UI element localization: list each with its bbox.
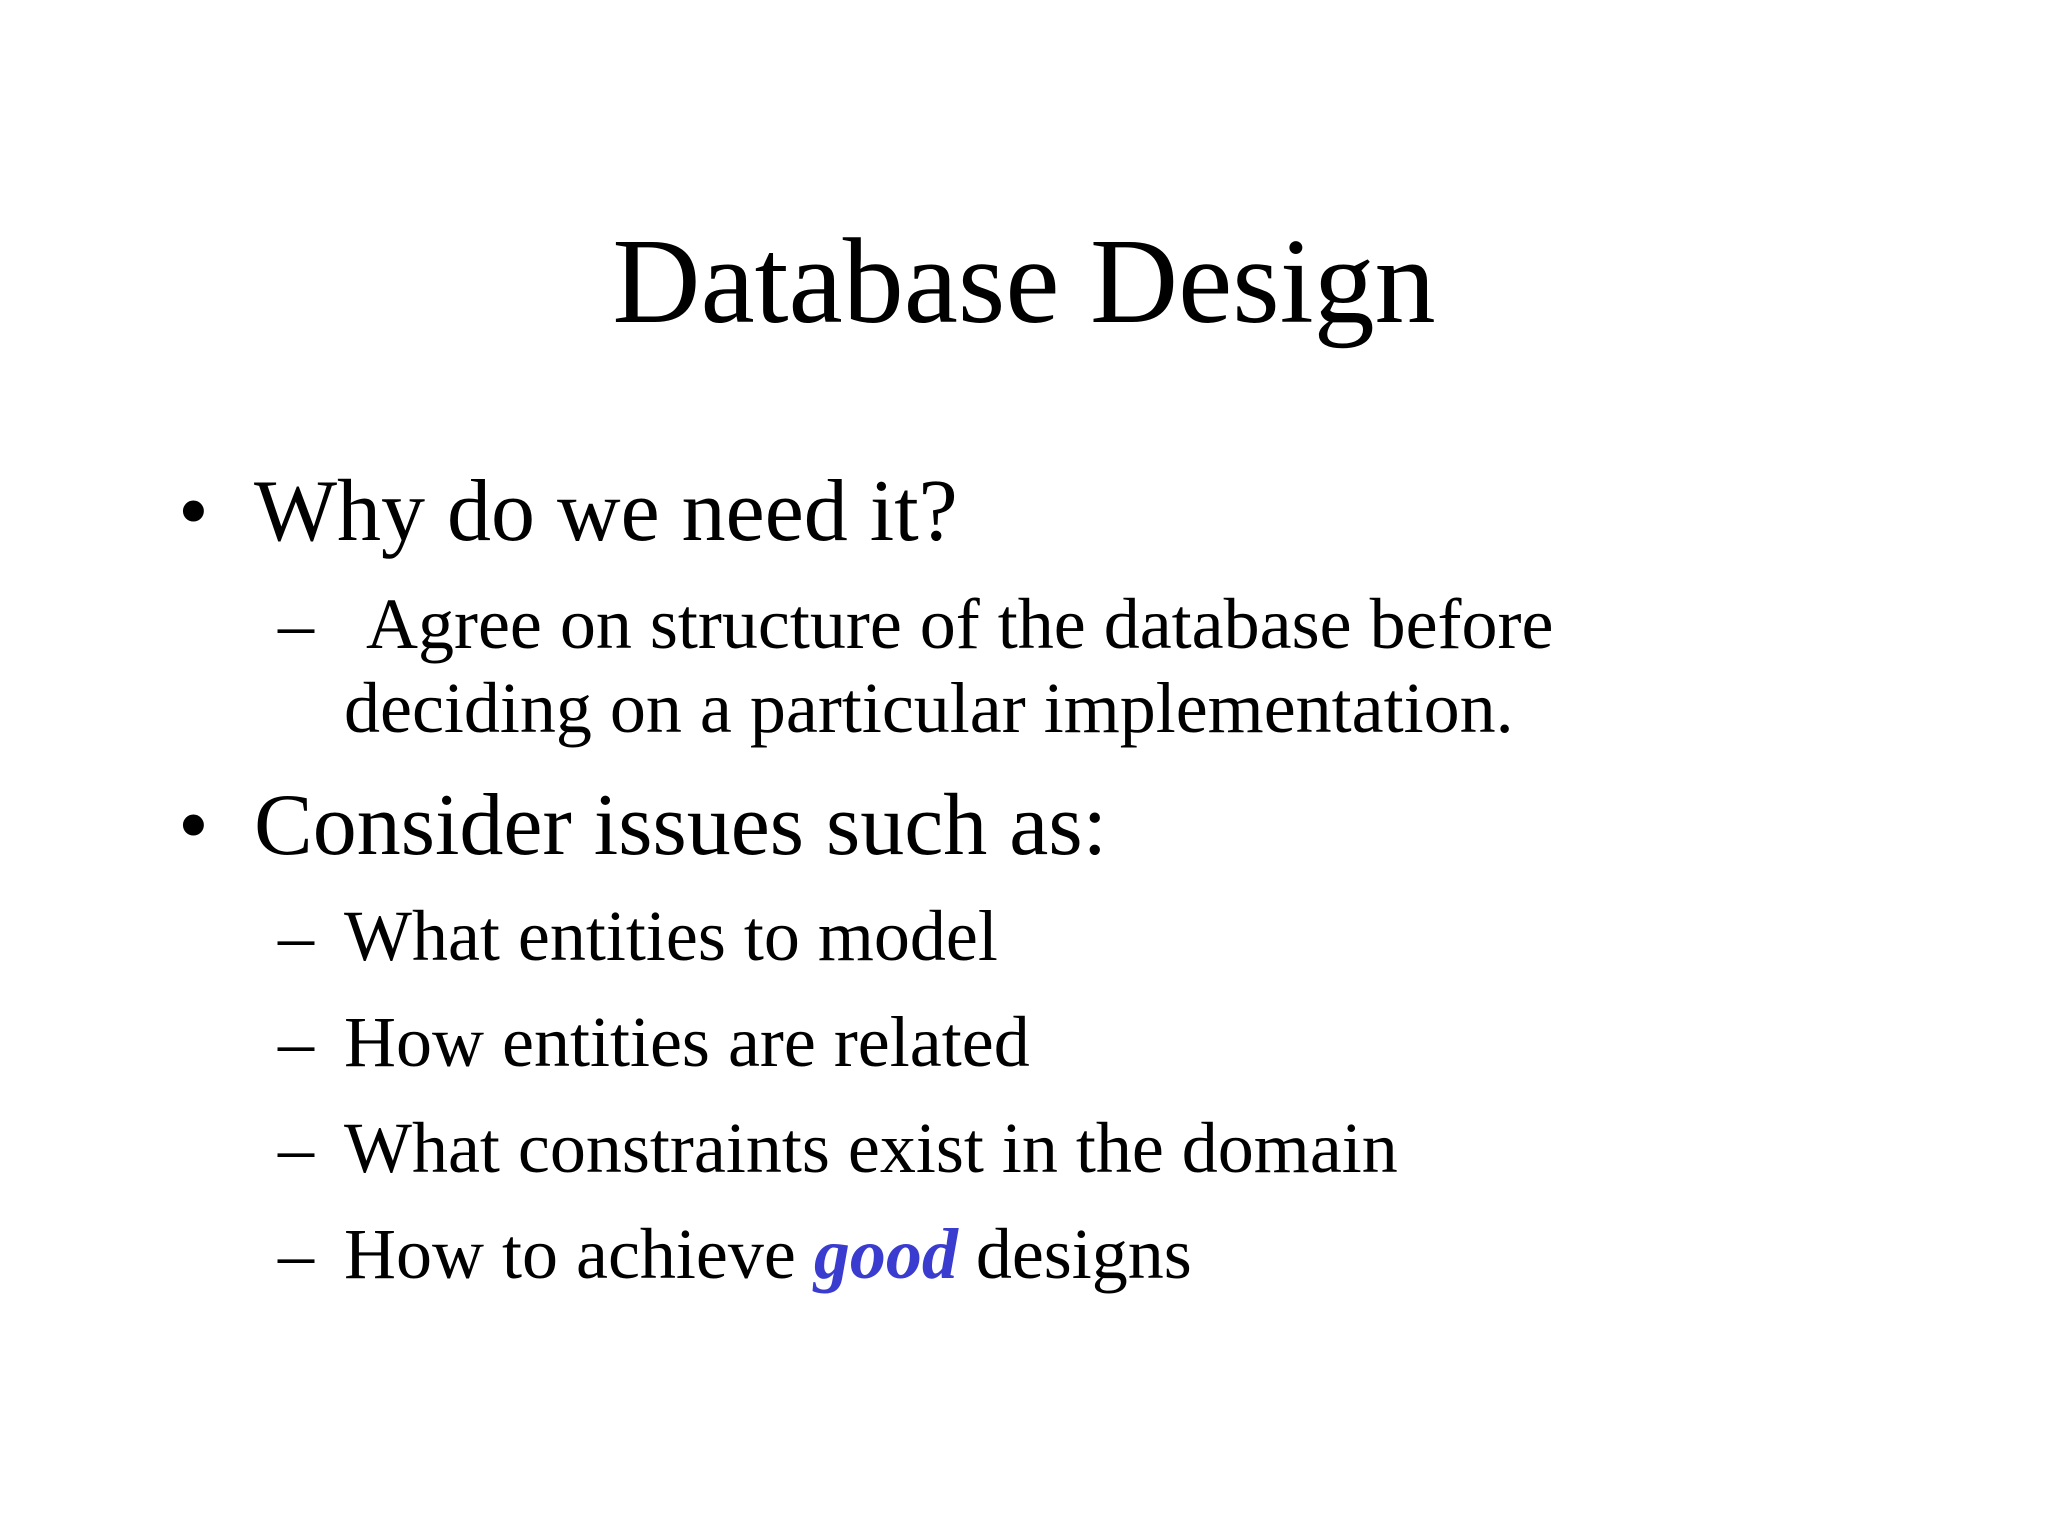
sub-item-text-line1: Agree on structure of the database before: [366, 584, 1554, 664]
emphasized-word: good: [813, 1214, 958, 1294]
dash-marker: –: [278, 1108, 314, 1188]
sub-item-text: [344, 1212, 1192, 1296]
bullet-text: Why do we need it?: [254, 463, 958, 560]
sub-item-text-line2: deciding on a particular implementation.: [344, 668, 1514, 748]
sub-item-text: What constraints exist in the domain: [344, 1108, 1398, 1188]
bullet-text: Consider issues such as:: [254, 777, 1108, 874]
sub-item-text: How entities are related: [344, 1002, 1030, 1082]
sub-item-text-post: designs: [957, 1214, 1192, 1294]
dash-marker: –: [278, 1214, 314, 1294]
sub-item-text: What entities to model: [344, 896, 998, 976]
dash-marker: –: [278, 584, 314, 664]
dash-marker: –: [278, 896, 314, 976]
bullet-marker: •: [178, 777, 209, 874]
slide-title: Database Design: [612, 214, 1436, 349]
sub-item-text-pre: How to achieve: [344, 1214, 814, 1294]
bullet-marker: •: [178, 463, 209, 560]
dash-marker: –: [278, 1002, 314, 1082]
